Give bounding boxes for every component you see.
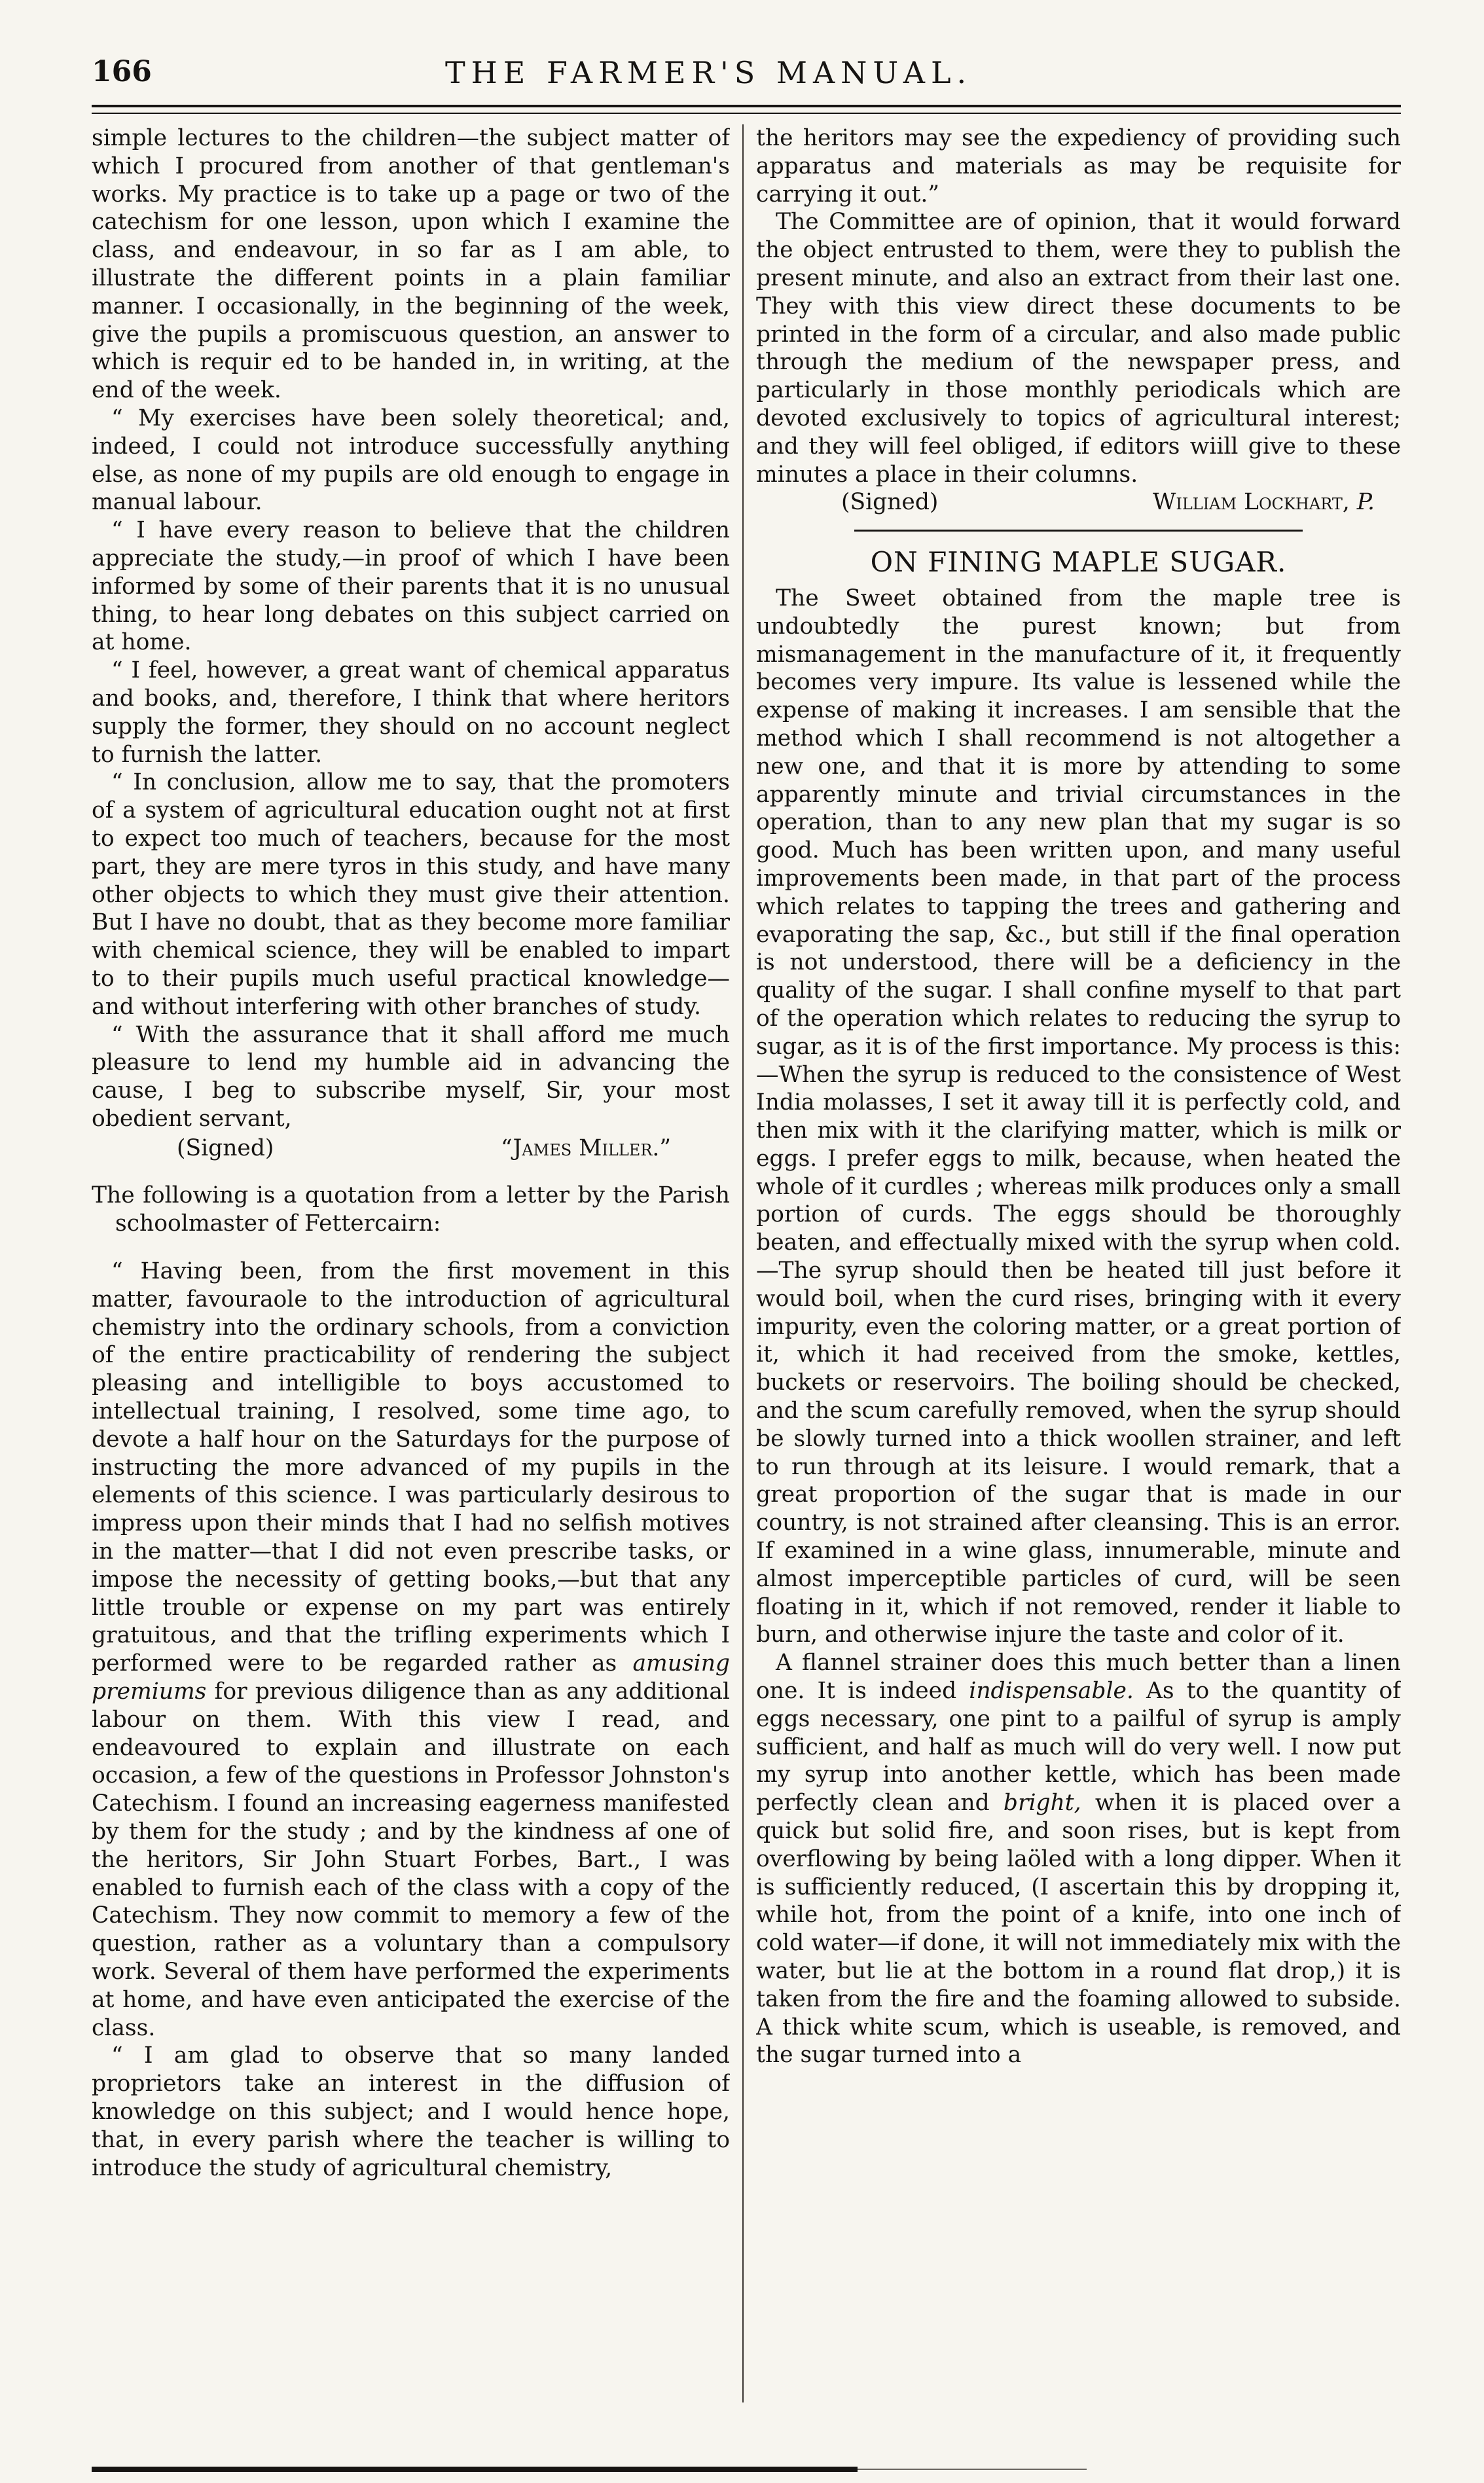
quotation-intro: The following is a quotation from a letter by the Parish schoolmaster of Fettercairn: [92, 1182, 730, 1237]
text-run: A flannel strainer does this much better than a linen one. It is indeed [756, 1650, 1401, 1705]
page-number: 166 [92, 55, 152, 88]
paragraph: the heritors may see the expediency of providing such apparatus and materials as may be requisite for carrying it out.” [756, 125, 1401, 208]
paragraph: “ In conclusion, allow me to say, that the promoters of a system of agricultural education ought not at first to expect too much of teachers, because for the most part, they are mere tyros in this study, and have many other objects to which they must give their attention. But I have no doubt, that as they become more familiar with chemical science, they will be enabled to impart to to their pupils much useful practical knowledge—and without interfering with other branches of study. [92, 769, 730, 1020]
article-separator [854, 530, 1303, 532]
italic-run: indispensable. [969, 1678, 1134, 1705]
paragraph: “ My exercises have been solely theoretical; and, indeed, I could not introduce successfully anything else, as none of my pupils are old enough to engage in manual labour. [92, 405, 730, 516]
paragraph: “ I feel, however, a great want of chemical apparatus and books, and, therefore, I think that where heritors supply the former, they should on no account neglect to furnish the latter. [92, 657, 730, 768]
footer-rule-thin [858, 2469, 1087, 2470]
header-rule-thin [92, 113, 1401, 114]
paragraph [756, 1649, 1401, 2069]
signature-suffix: P. [1356, 489, 1375, 516]
italic-run: bright, [1003, 1790, 1081, 1817]
paragraph: “ I have every reason to believe that the children appreciate the study,—in proof of which I have been informed by some of their parents that it is no unusual thing, to hear long debates on this subject carried on at home. [92, 517, 730, 656]
paragraph: simple lectures to the children—the subject matter of which I procured from another of that gentleman's works. My practice is to take up a page or two of the catechism for one lesson, upon which I examine the class, and endeavour, in so far as I am able, to illustrate the different points in a plain familiar manner. I occasionally, in the beginning of the week, give the pupils a promiscuous question, an answer to which is requir ed to be handed in, in writing, at the end of the week. [92, 125, 730, 404]
footer-rule [92, 2467, 858, 2472]
right-column [756, 124, 1401, 2409]
signature-name: “James Miller.” [501, 1134, 671, 1161]
italic-run: amusing premiums [92, 1650, 730, 1705]
text-run: As to the quantity of eggs necessary, one pint to a pailful of syrup is amply sufficient, and half as much will do very well. I now put my syrup into another kettle, which has been made perfectly clean and [756, 1678, 1401, 1817]
page [92, 39, 1401, 2435]
paragraph: The Committee are of opinion, that it would forward the object entrusted to them, were they to publish the present minute, and also an extract from their last one. They with this view direct these documents to be printed in the form of a circular, and also made public through the medium of the newspaper press, and particularly in those monthly periodicals which are devoted exclusively to topics of agricultural interest; and they will feel obliged, if editors wiill give to these minutes a place in their columns. [756, 209, 1401, 488]
paragraph [92, 1258, 730, 2042]
running-title: THE FARMER'S MANUAL. [445, 55, 973, 90]
signed-label: (Signed) [177, 1134, 274, 1161]
left-column [92, 124, 730, 2409]
signed-label: (Signed) [841, 489, 939, 516]
column-divider [742, 124, 744, 2402]
text-run: “ Having been, from the first movement in this matter, favouraole to the introduction of agricultural chemistry into the ordinary schools, from a conviction of the entire practicability of rendering the subject pleasing and intelligible to boys accustomed to intellectual training, I resolved, some time ago, to devote a half hour on the Saturdays for the purpose of instructing the more advanced of my pupils in the elements of this science. I was particularly desirous to impress upon their minds that I had no selfish motives in the matter—that I did not even prescribe tasks, or impose the necessity of getting books,—but that any little trouble or expense on my part was entirely gratuitous, and that the trifling experiments which I performed were to be regarded rather as [92, 1258, 730, 1677]
paragraph: The Sweet obtained from the maple tree is undoubtedly the purest known; but from mismanagement in the manufacture of it, it frequently becomes very impure. Its value is lessened while the expense of making it increases. I am sensible that the method which I shall recommend is not altogether a new one, and that it is more by attending to some apparently minute and trivial circumstances in the operation, than to any new plan that my sugar is so good. Much has been written upon, and many useful improvements been made, in that part of the process which relates to tapping the trees and gathering and evaporating the sap, &c., but still if the final operation is not understood, there will be a deficiency in the quality of the sugar. I shall confine myself to that part of the operation which relates to reducing the syrup to sugar, as it is of the first importance. My process is this:—When the syrup is reduced to the consistence of West India molasses, I set it away till it is perfectly cold, and then mix with it the clarifying matter, which is milk or eggs. I prefer eggs to milk, because, when heated the whole of it curdles ; whereas milk produces only a small portion of curds. The eggs should be thoroughly beaten, and effectually mixed with the syrup when cold.—The syrup should then be heated till just before it would boil, when the curd rises, bringing with it every impurity, even the coloring matter, or a great portion of it, which it had received from the smoke, kettles, buckets or reservoirs. The boiling should be checked, and the scum carefully removed, when the syrup should be slowly turned into a thick woollen strainer, and left to run through at its leisure. I would remark, that a great proportion of the sugar that is made in our country, is not strained after cleansing. This is an error. If examined in a wine glass, innumerable, minute and almost imperceptible particles of curd, will be seen floating in it, which if not removed, render it liable to burn, and otherwise injure the taste and color of it. [756, 585, 1401, 1648]
text-run: when it is placed over a quick but solid fire, and soon rises, but is kept from overflowing by being laöled with a long dipper. When it is sufficiently reduced, (I ascertain this by dropping it, while hot, from the point of a knife, into one inch of cold water—if done, it will not immediately mix with the water, but lie at the bottom in a round flat drop,) it is taken from the fire and the foaming allowed to subside. A thick white scum, which is useable, is removed, and the sugar turned into a [756, 1790, 1401, 2069]
article-title: ON FINING MAPLE SUGAR. [870, 546, 1287, 579]
page-header [92, 39, 1401, 100]
signature-line [756, 488, 1401, 517]
text-run: for previous diligence than as any additional labour on them. With this view I read, and endeavoured to explain and illustrate on each occasion, a few of the questions in Professor Johnston's Catechism. I found an increasing eagerness manifested by them for the study ; and by the kindness af one of the heritors, Sir John Stuart Forbes, Bart., I was enabled to furnish each of the class with a copy of the Catechism. They now commit to memory a few of the question, rather as a voluntary than a compulsory work. Several of them have performed the experiments at home, and have even anticipated the exercise of the class. [92, 1678, 730, 2041]
paragraph: “ I am glad to observe that so many landed proprietors take an interest in the diffusion of knowledge on this subject; and I would hence hope, that, in every parish where the teacher is willing to introduce the study of agricultural chemistry, [92, 2042, 730, 2181]
signature-block [1153, 488, 1375, 517]
signature-line [92, 1134, 730, 1163]
header-rule [92, 105, 1401, 107]
paragraph: “ With the assurance that it shall afford me much pleasure to lend my humble aid in advancing the cause, I beg to subscribe myself, Sir, your most obedient servant, [92, 1021, 730, 1132]
signature-name: William Lockhart, [1152, 489, 1350, 516]
